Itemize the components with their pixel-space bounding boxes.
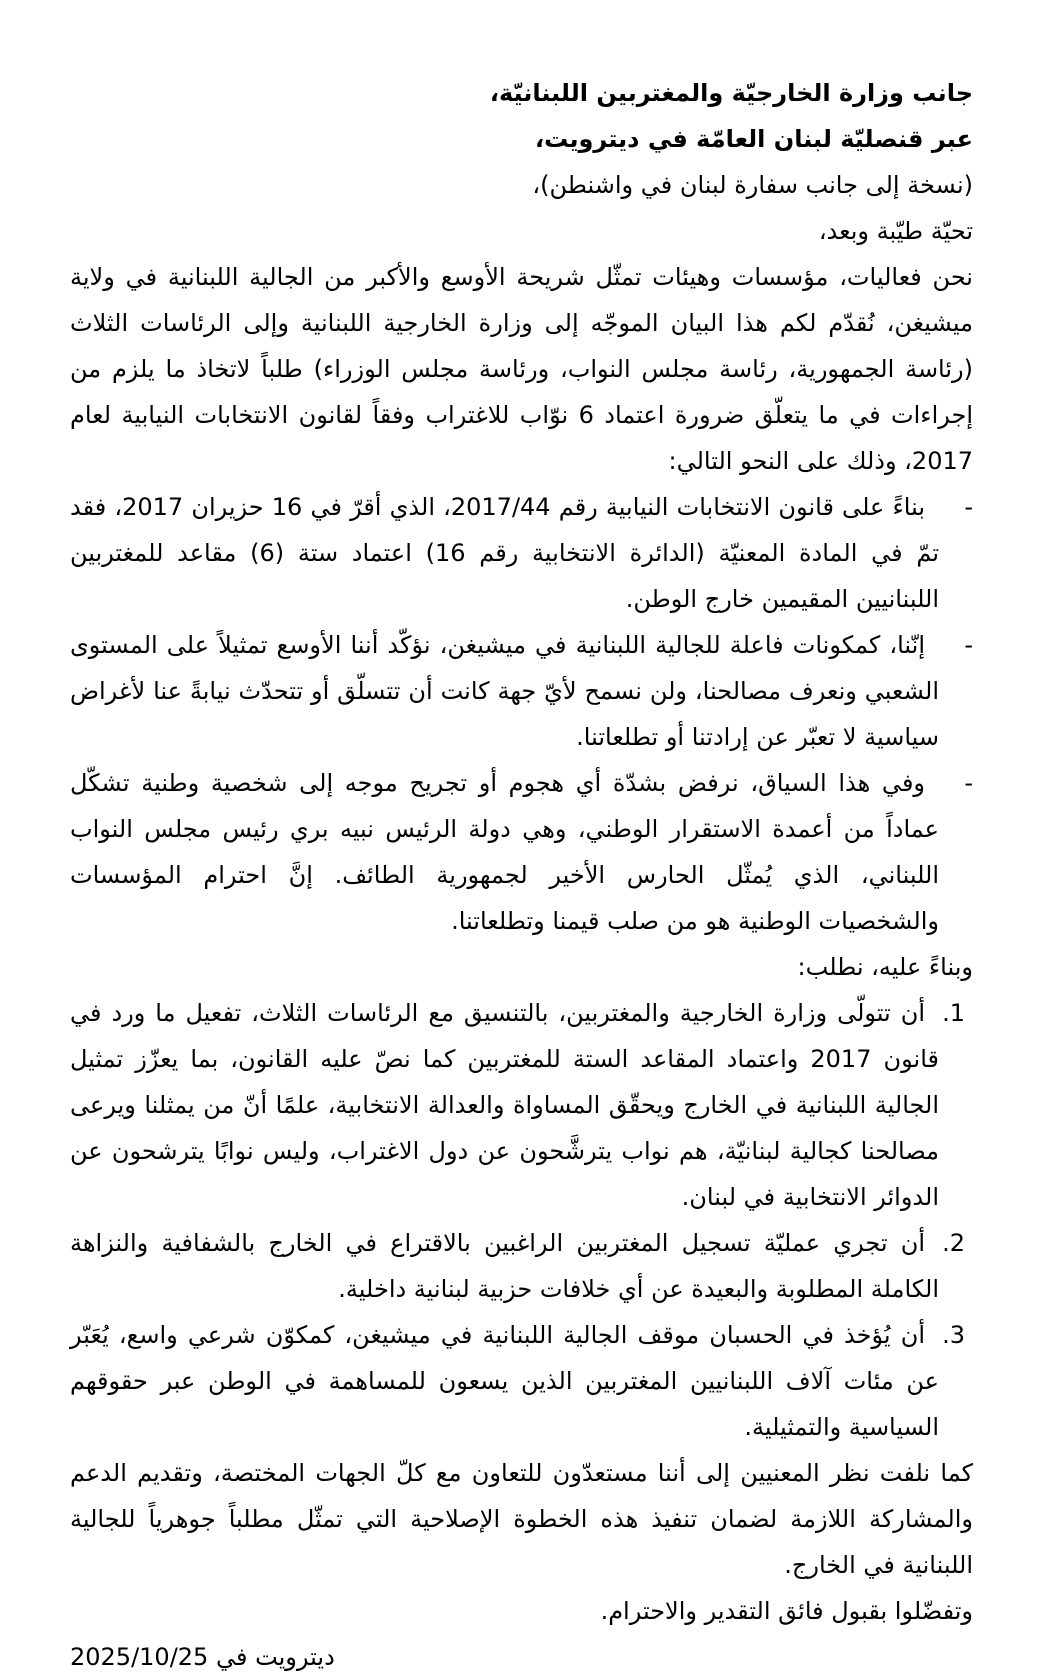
dash-marker: - — [964, 769, 973, 797]
bullet-text: بناءً على قانون الانتخابات النيابية رقم 2017/44، الذي أقرّ في 16 حزيران 2017، فقد تمّ في المادة المعنيّة (الدائرة الانتخابية رقم 16) اعتماد ستة (6) مقاعد للمغتربين اللبنانيين المقيمين خارج الوطن. — [70, 493, 940, 613]
numbered-item — [70, 990, 973, 1220]
dash-marker: - — [964, 493, 973, 521]
request-intro: وبناءً عليه، نطلب: — [797, 953, 973, 981]
item-number: 3. — [942, 1321, 965, 1349]
dash-marker: - — [964, 631, 973, 659]
item-number: 2. — [942, 1229, 965, 1257]
bullet-text: إنّنا، كمكونات فاعلة للجالية اللبنانية في ميشيغن، نؤكّد أننا الأوسع تمثيلاً على المستوى الشعبي ونعرف مصالحنا، ولن نسمح لأيّ جهة كانت أن تتسلّق أو تتحدّث نيابةً عنا لأغراض سياسية لا تعبّر عن إرادتنا أو تطلعاتنا. — [70, 631, 939, 751]
cc-line: (نسخة إلى جانب سفارة لبنان في واشنطن)، — [532, 171, 973, 199]
numbered-text: أن يُؤخذ في الحسبان موقف الجالية اللبنانية في ميشيغن، كمكوّن شرعي واسع، يُعَبّر عن مئات آلاف اللبنانيين المغتربين الذين يسعون للمساهمة في الوطن عبر حقوقهم السياسية والتمثيلية. — [70, 1321, 939, 1441]
recipient-line-1: جانب وزارة الخارجيّة والمغتربين اللبنانيّة، — [489, 79, 973, 107]
intro-paragraph: نحن فعاليات، مؤسسات وهيئات تمثّل شريحة الأوسع والأكبر من الجالية اللبنانية في ولاية ميشيغن، نُقدّم لكم هذا البيان الموجّه إلى وزارة الخارجية اللبنانية وإلى الرئاسات الثلاث (رئاسة الجمهورية، رئاسة مجلس النواب، ورئاسة مجلس الوزراء) طلباً لاتخاذ ما يلزم من إجراءات في ما يتعلّق ضرورة اعتماد 6 نوّاب للاغتراب وفقاً لقانون الانتخابات النيابية لعام 2017، وذلك على النحو التالي: — [70, 263, 973, 475]
numbered-item — [70, 1312, 973, 1450]
bullet-text: وفي هذا السياق، نرفض بشدّة أي هجوم أو تجريح موجه إلى شخصية وطنية تشكّل عماداً من أعمدة الاستقرار الوطني، وهي دولة الرئيس نبيه بري رئيس مجلس النواب اللبناني، الذي يُمثّل الحارس الأخير لجمهورية الطائف. إنَّ احترام المؤسسات والشخصيات الوطنية هو من صلب قيمنا وتطلعاتنا. — [70, 769, 939, 935]
numbered-text: أن تجري عمليّة تسجيل المغتربين الراغبين بالاقتراع في الخارج بالشفافية والنزاهة الكاملة المطلوبة والبعيدة عن أي خلافات حزبية لبنانية داخلية. — [70, 1229, 939, 1303]
numbered-item — [70, 1220, 973, 1312]
recipient-line-2: عبر قنصليّة لبنان العامّة في ديترويت، — [534, 125, 973, 153]
numbered-text: أن تتولّى وزارة الخارجية والمغتربين، بالتنسيق مع الرئاسات الثلاث، تفعيل ما ورد في قانون 2017 واعتماد المقاعد الستة للمغتربين كما نصّ عليه القانون، بما يعزّز تمثيل الجالية اللبنانية في الخارج ويحقّق المساواة والعدالة الانتخابية، علمًا أنّ من يمثلنا ويرعى مصالحنا كجالية لبنانيّة، هم نواب يترشَّحون عن دول الاغتراب، وليس نوابًا يترشحون عن الدوائر الانتخابية في لبنان. — [70, 999, 939, 1211]
bullet-item — [70, 622, 973, 760]
salutation-line: وتفضّلوا بقبول فائق التقدير والاحترام. — [600, 1597, 973, 1625]
item-number: 1. — [942, 999, 965, 1027]
greeting-line: تحيّة طيّبة وبعد، — [818, 217, 973, 245]
closing-paragraph: كما نلفت نظر المعنيين إلى أننا مستعدّون للتعاون مع كلّ الجهات المختصة، وتقديم الدعم والمشاركة اللازمة لضمان تنفيذ هذه الخطوة الإصلاحية التي تمثّل مطلباً جوهرياً للجالية اللبنانية في الخارج. — [70, 1459, 973, 1579]
date-line: ديترويت في 2025/10/25 — [70, 1643, 335, 1671]
bullet-item — [70, 484, 973, 622]
bullet-item — [70, 760, 973, 944]
